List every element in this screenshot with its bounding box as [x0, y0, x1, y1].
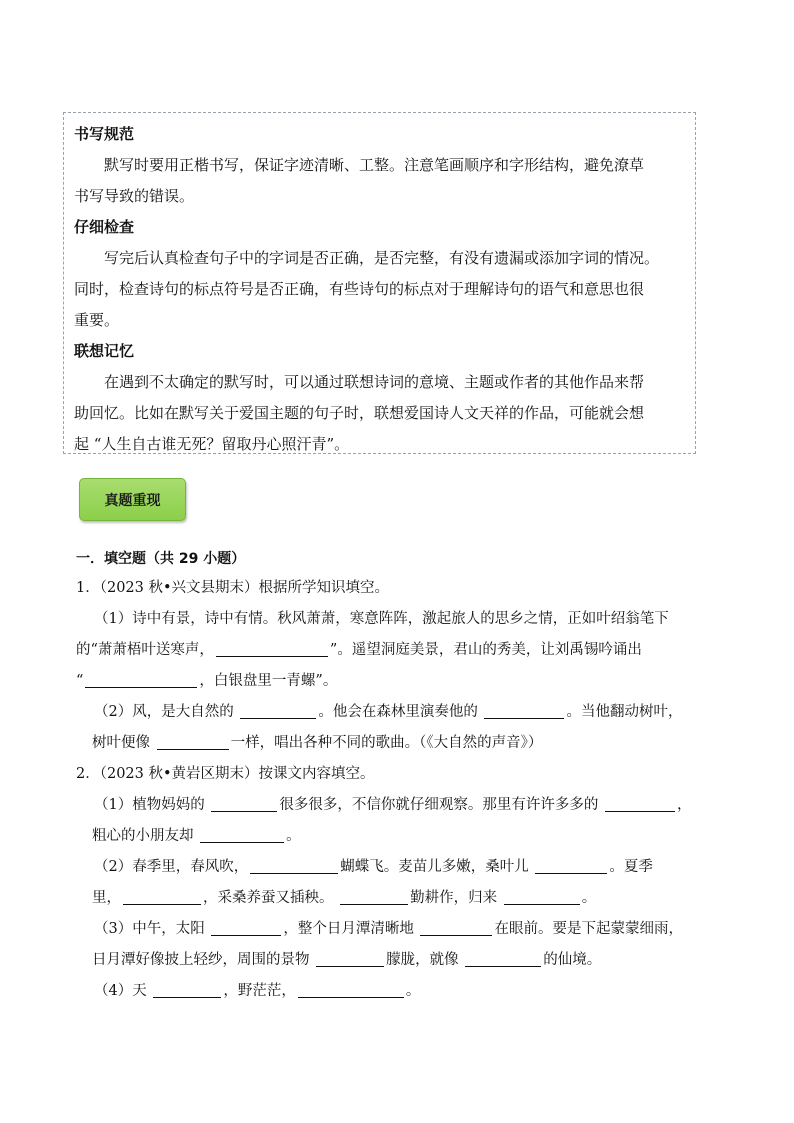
- answer-blank[interactable]: [85, 671, 197, 688]
- question-section: [76, 545, 726, 1007]
- answer-blank[interactable]: [465, 950, 541, 967]
- answer-blank[interactable]: [157, 733, 229, 750]
- question-line: 里， ，采桑养蚕又插秧。 勤耕作，归来 。: [92, 890, 597, 906]
- tip-text: 写完后认真检查句子中的字词是否正确，是否完整，有没有遗漏或添加字词的情况。 同时，检查诗句的标点符号是否正确，有些诗句的标点对于理解诗句的语气和意思也很 重要。: [74, 249, 660, 329]
- question-line: （4）天 ，野茫茫， 。: [94, 983, 421, 999]
- question-line: 的“萧萧梧叶送寒声， ”。遥望洞庭美景，君山的秀美，让刘禹锡吟诵出: [76, 642, 642, 658]
- question-line: （3）中午，太阳 ，整个日月潭清晰地 在眼前。要是下起蒙蒙细雨，: [94, 921, 683, 937]
- answer-blank[interactable]: [298, 981, 404, 998]
- answer-blank[interactable]: [211, 795, 277, 812]
- question-2-head: 2．（2023 秋•黄岩区期末）按课文内容填空。: [76, 766, 375, 782]
- answer-blank[interactable]: [211, 919, 281, 936]
- question-line: （1）植物妈妈的 很多很多，不信你就仔细观察。那里有许许多多的 ，: [94, 797, 692, 813]
- question-line: （2）春季里，春风吹， 蝴蝶飞。麦苗儿多嫩，桑叶儿 。夏季: [94, 859, 653, 875]
- part-title: 一．填空题（共 29 小题）: [76, 551, 246, 567]
- question-line: （2）风，是大自然的 。他会在森林里演奏他的 。当他翻动树叶，: [94, 704, 683, 720]
- answer-blank[interactable]: [316, 950, 384, 967]
- question-line: 日月潭好像披上轻纱，周围的景物 朦胧，就像 的仙境。: [92, 952, 602, 968]
- tips-box: [63, 112, 696, 454]
- question-line: “ ，白银盘里一青螺”。: [76, 673, 338, 689]
- answer-blank[interactable]: [605, 795, 675, 812]
- section-badge: 真题重现: [79, 478, 186, 521]
- answer-blank[interactable]: [340, 888, 408, 905]
- tip-heading: 仔细检查: [74, 218, 135, 236]
- tip-text: 在遇到不太确定的默写时，可以通过联想诗词的意境、主题或作者的其他作品来帮 助回忆。比如在默写关于爱国主题的句子时，联想爱国诗人文天祥的作品，可能就会想 起 “人生自古谁无死？留取丹心照汗青”。: [74, 373, 645, 453]
- answer-blank[interactable]: [153, 981, 221, 998]
- answer-blank[interactable]: [200, 826, 284, 843]
- answer-blank[interactable]: [240, 702, 316, 719]
- answer-blank[interactable]: [216, 640, 328, 657]
- answer-blank[interactable]: [420, 919, 492, 936]
- tip-heading: 书写规范: [74, 125, 135, 143]
- question-line: 粗心的小朋友却 。: [92, 828, 301, 844]
- tip-text: 默写时要用正楷书写，保证字迹清晰、工整。注意笔画顺序和字形结构，避免潦草 书写导致的错误。: [74, 156, 645, 205]
- answer-blank[interactable]: [504, 888, 580, 905]
- answer-blank[interactable]: [123, 888, 201, 905]
- tip-heading: 联想记忆: [74, 342, 135, 360]
- answer-blank[interactable]: [484, 702, 564, 719]
- question-line: 树叶便像 一样，唱出各种不同的歌曲。（《大自然的声音》）: [92, 735, 543, 751]
- answer-blank[interactable]: [535, 857, 607, 874]
- question-1-head: 1．（2023 秋•兴文县期末）根据所学知识填空。: [76, 580, 390, 596]
- question-line: （1）诗中有景，诗中有情。秋风萧萧，寒意阵阵，激起旅人的思乡之情，正如叶绍翁笔下: [94, 611, 669, 627]
- answer-blank[interactable]: [250, 857, 338, 874]
